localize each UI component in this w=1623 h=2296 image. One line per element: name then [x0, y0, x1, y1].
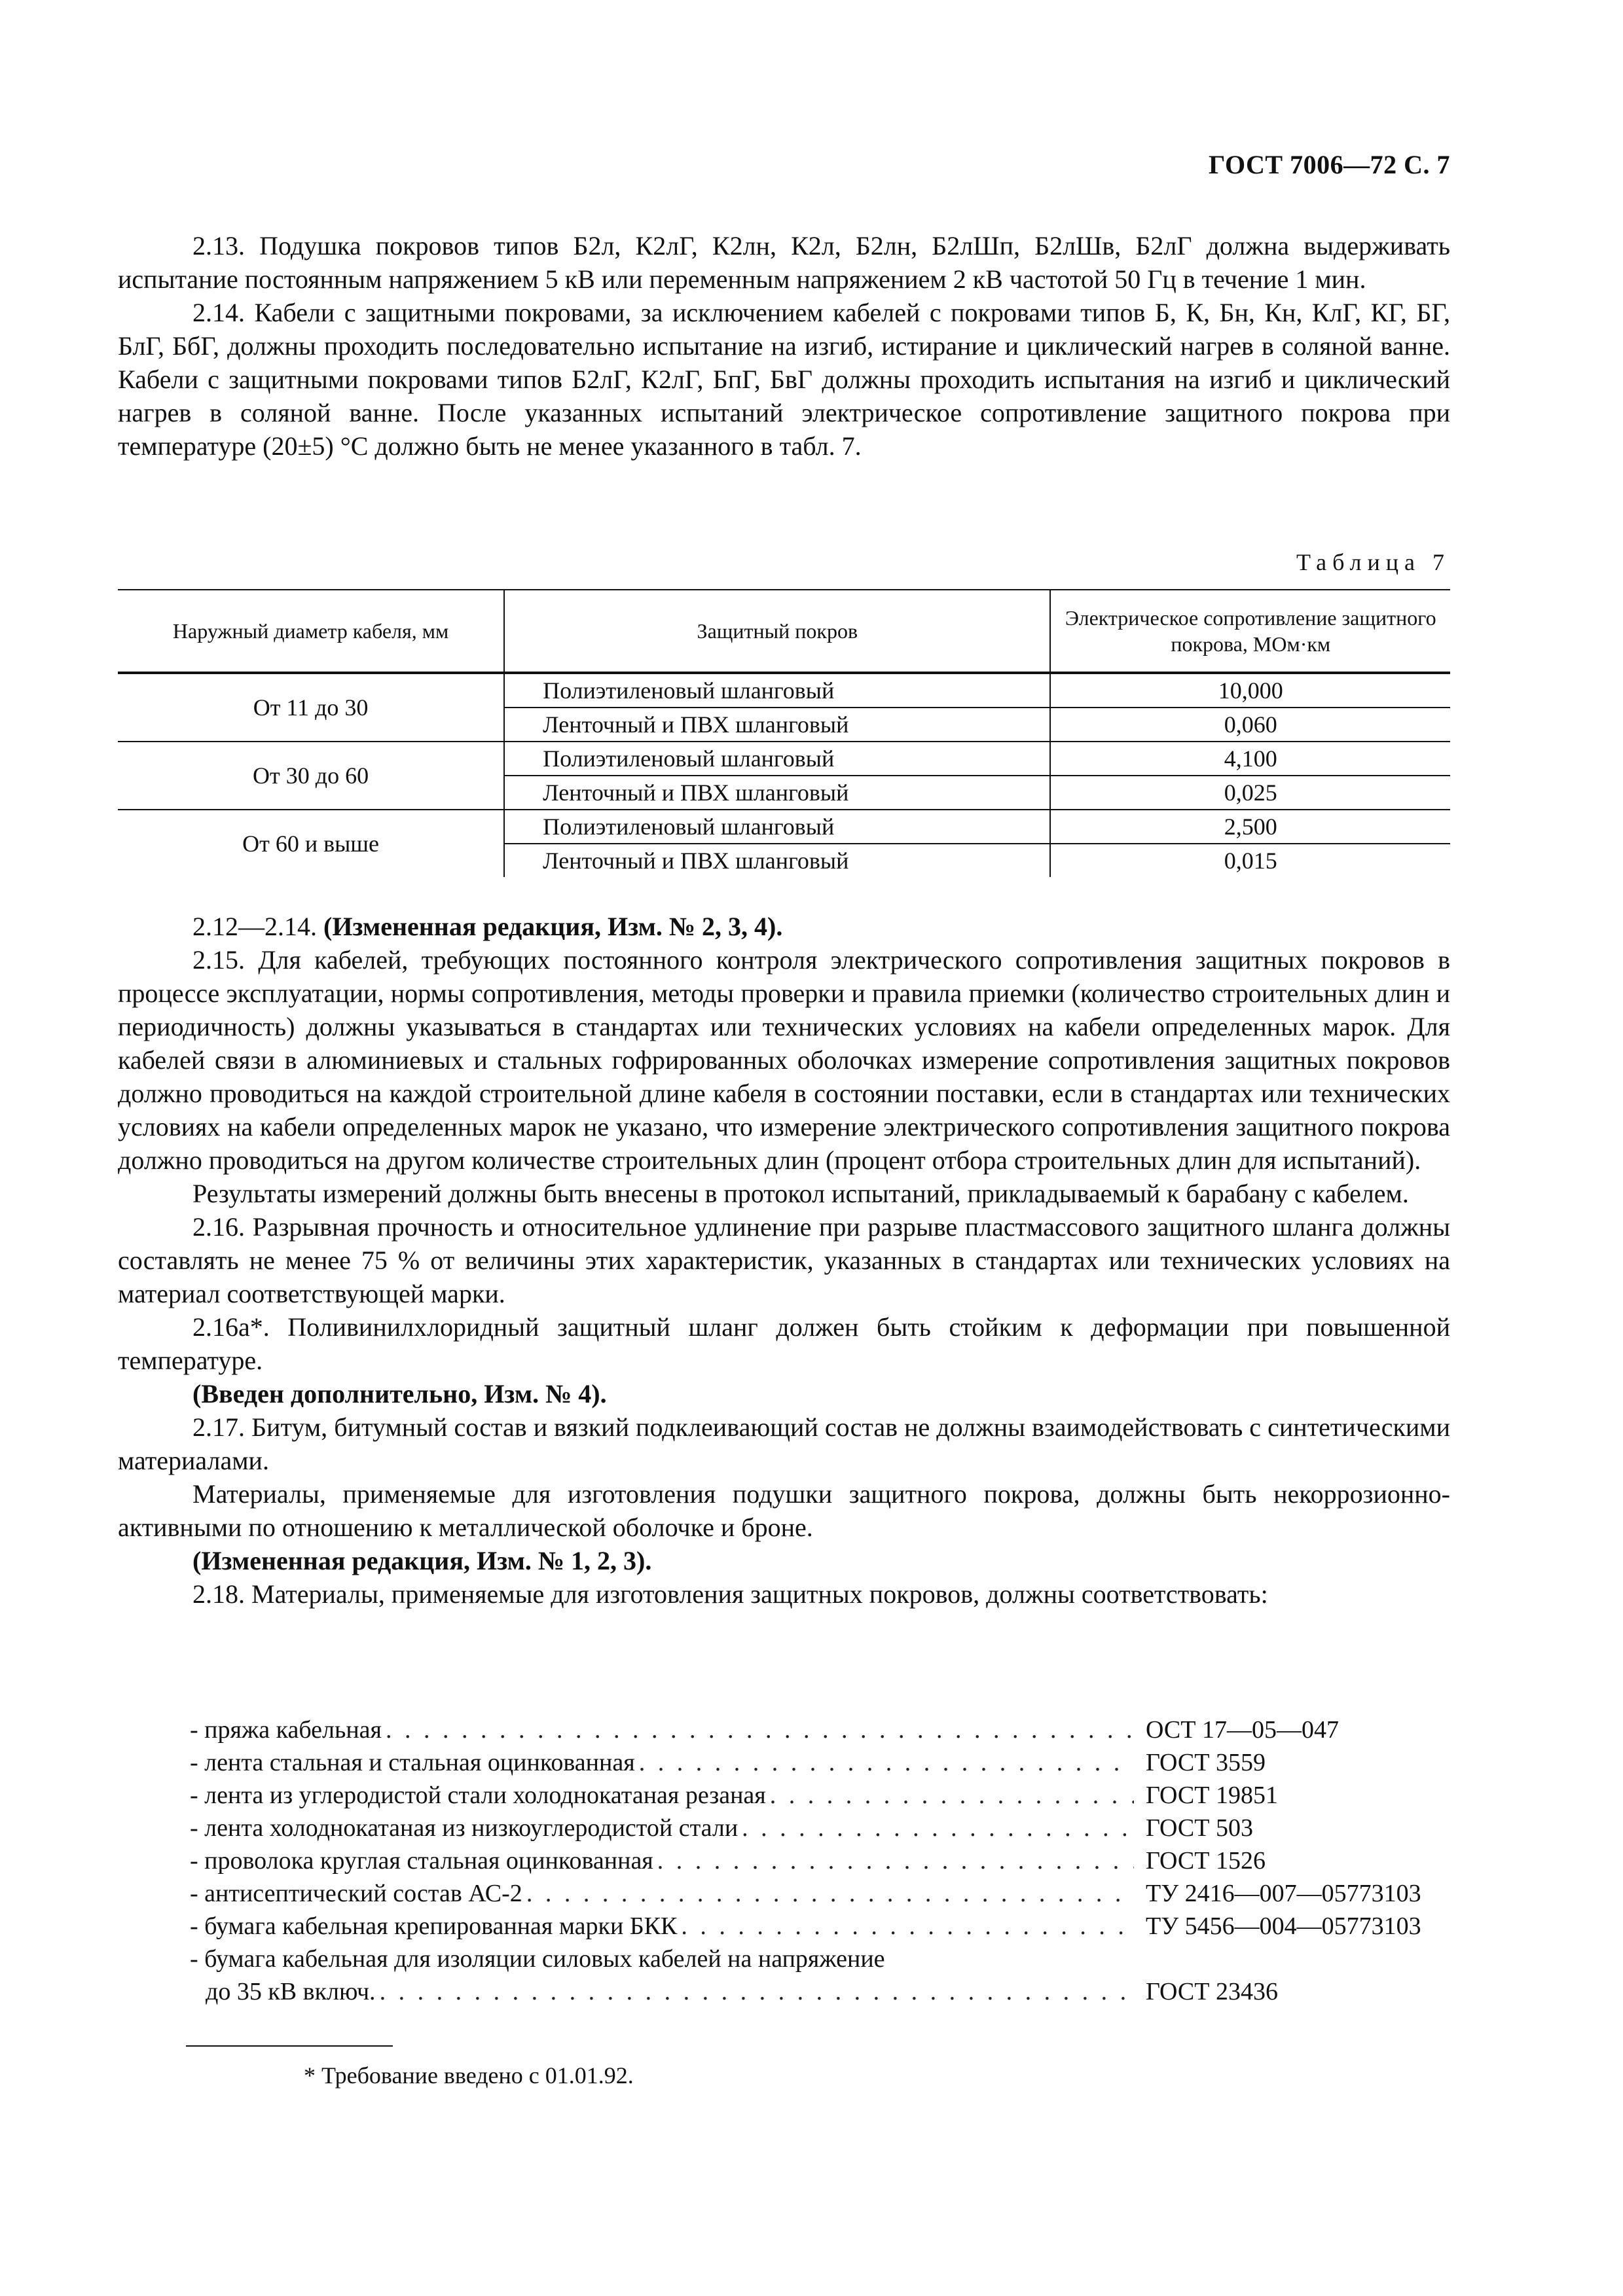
materials-list: [190, 1713, 1434, 2008]
material-standard: ГОСТ 1526: [1146, 1847, 1266, 1874]
note-prefix: 2.12—2.14.: [192, 912, 317, 941]
material-standard: ГОСТ 23436: [1146, 1978, 1278, 2005]
leader-dots: [382, 1713, 1134, 1746]
table-row: [118, 673, 1450, 708]
cell-cover: Полиэтиленовый шланговый: [504, 673, 1050, 708]
leader-dots: [766, 1779, 1134, 1812]
list-item: [190, 1713, 1434, 1746]
paragraph-2-16a: 2.16а*. Поливинилхлоридный защитный шланг должен быть стойким к деформации при повышенной температуре.: [118, 1312, 1450, 1375]
list-item: [190, 1779, 1434, 1812]
footnote-separator: [186, 2045, 393, 2047]
material-name-continued: до 35 кВ включ.: [206, 1978, 376, 2005]
cell-resistance: 4,100: [1050, 742, 1450, 776]
material-name: - проволока круглая стальная оцинкованная: [190, 1847, 653, 1874]
material-standard: ГОСТ 503: [1146, 1814, 1253, 1842]
paragraph-2-16: 2.16. Разрывная прочность и относительное удлинение при разрыве пластмассового защитного шланга должны составлять не менее 75 % от величины этих характеристик, указанных в стандартах или технических условиях на материал соответствующей марки.: [118, 1212, 1450, 1308]
material-name: - лента стальная и стальная оцинкованная: [190, 1749, 635, 1776]
list-item: [190, 1746, 1434, 1779]
material-standard: ОСТ 17—05—047: [1146, 1716, 1339, 1744]
leader-dots: [677, 1910, 1134, 1943]
material-name: - бумага кабельная для изоляции силовых кабелей на напряжение: [190, 1945, 885, 1973]
material-name: - лента холоднокатаная из низкоуглеродистой стали: [190, 1814, 739, 1842]
cell-resistance: 10,000: [1050, 673, 1450, 708]
list-item: [190, 1812, 1434, 1844]
list-item: [190, 1975, 1434, 2008]
material-name: - бумага кабельная крепированная марки БКК: [190, 1912, 678, 1940]
material-name: - антисептический состав АС-2: [190, 1880, 522, 1907]
note-2-17: (Измененная редакция, Изм. № 1, 2, 3).: [192, 1546, 652, 1575]
list-item: [190, 1844, 1434, 1877]
cell-cover: Ленточный и ПВХ шланговый: [504, 776, 1050, 810]
cell-resistance: 0,015: [1224, 848, 1277, 874]
cell-diameter: От 30 до 60: [118, 742, 504, 810]
footnote: * Требование введено с 01.01.92.: [304, 2062, 634, 2089]
material-standard: ТУ 2416—007—05773103: [1146, 1880, 1421, 1907]
cell-cover: Полиэтиленовый шланговый: [504, 742, 1050, 776]
cell-cover: Ленточный и ПВХ шланговый: [504, 844, 1050, 877]
list-item: [190, 1943, 1434, 1975]
note-2-16a: (Введен дополнительно, Изм. № 4).: [192, 1379, 607, 1408]
table-caption: Таблица 7: [1296, 549, 1450, 575]
leader-dots: [635, 1746, 1134, 1779]
note-amendment: (Измененная редакция, Изм. № 2, 3, 4).: [323, 912, 783, 941]
material-standard: ГОСТ 3559: [1146, 1749, 1266, 1776]
header-resistance: Электрическое сопротивление защитного покрова, МОм·км: [1050, 590, 1450, 673]
paragraph-2-15-results: Результаты измерений должны быть внесены в протокол испытаний, прикладываемый к барабану с кабелем.: [192, 1179, 1409, 1208]
table-row: [118, 742, 1450, 776]
cell-resistance: 2,500: [1050, 810, 1450, 844]
cell-resistance: 0,060: [1050, 708, 1450, 742]
paragraph-2-17-materials: Материалы, применяемые для изготовления подушки защитного покрова, должны быть некоррозионно-активными по отношению к металлической оболочке и броне.: [118, 1479, 1450, 1542]
paragraph-2-17: 2.17. Битум, битумный состав и вязкий подклеивающий состав не должны взаимодействовать с синтетическими материалами.: [118, 1412, 1450, 1475]
material-standard: ГОСТ 19851: [1146, 1782, 1278, 1809]
table-header-row: [118, 590, 1450, 673]
header-cover: Защитный покров: [504, 590, 1050, 673]
section-bottom: [118, 910, 1450, 1611]
leader-dots: [522, 1877, 1134, 1910]
paragraph-2-15: 2.15. Для кабелей, требующих постоянного контроля электрического сопротивления защитных покровов в процессе эксплуатации, нормы сопротивления, методы проверки и правила приемки (количество строительных длин и периодичность) должны указываться в стандартах или технических условиях на кабели определенных марок. Для кабелей связи в алюминиевых и стальных гофрированных оболочках измерение сопротивления защитных покровов должно проводиться на каждой строительной длине кабеля в состоянии поставки, если в стандартах или технических условиях на кабели определенных марок не указано, что измерение электрического сопротивления защитного покрова должно проводиться на другом количестве строительных длин (процент отбора строительных длин для испытаний).: [118, 945, 1450, 1175]
cell-cover: Полиэтиленовый шланговый: [504, 810, 1050, 844]
material-name: - пряжа кабельная: [190, 1716, 382, 1744]
cell-diameter: От 60 и выше: [118, 810, 504, 877]
paragraph-2-18: 2.18. Материалы, применяемые для изготовления защитных покровов, должны соответствовать:: [192, 1579, 1268, 1609]
table-row: [118, 810, 1450, 844]
material-name: - лента из углеродистой стали холоднокатаная резаная: [190, 1782, 766, 1809]
section-top: [118, 229, 1450, 463]
leader-dots: [738, 1812, 1134, 1844]
note-2-12-2-14: [118, 910, 1450, 943]
leader-dots: [653, 1844, 1134, 1877]
paragraph-2-13: 2.13. Подушка покровов типов Б2л, К2лГ, К2лн, К2л, Б2лн, Б2лШп, Б2лШв, Б2лГ должна выдерживать испытание постоянным напряжением 5 кВ или переменным напряжением 2 кВ частотой 50 Гц в течение 1 мин.: [118, 231, 1450, 294]
material-standard: ТУ 5456—004—05773103: [1146, 1912, 1421, 1940]
page-header: ГОСТ 7006—72 С. 7: [1208, 150, 1450, 179]
cell-cover: Ленточный и ПВХ шланговый: [504, 708, 1050, 742]
table-7: [118, 589, 1450, 877]
header-diameter: Наружный диаметр кабеля, мм: [118, 590, 504, 673]
cell-diameter: От 11 до 30: [118, 673, 504, 742]
list-item: [190, 1877, 1434, 1910]
cell-resistance: 0,025: [1050, 776, 1450, 810]
list-item: [190, 1910, 1434, 1943]
leader-dots: [376, 1975, 1134, 2008]
paragraph-2-14: 2.14. Кабели с защитными покровами, за исключением кабелей с покровами типов Б, К, Бн, Кн, КлГ, КГ, БГ, БлГ, БбГ, должны проходить последовательно испытание на изгиб, истирание и циклический нагрев в соляной ванне. Кабели с защитными покровами типов Б2лГ, К2лГ, БпГ, БвГ должны проходить испытания на изгиб и циклический нагрев в соляной ванне. После указанных испытаний электрическое сопротивление защитного покрова при температуре (20±5) °С должно быть не менее указанного в табл. 7.: [118, 298, 1450, 461]
